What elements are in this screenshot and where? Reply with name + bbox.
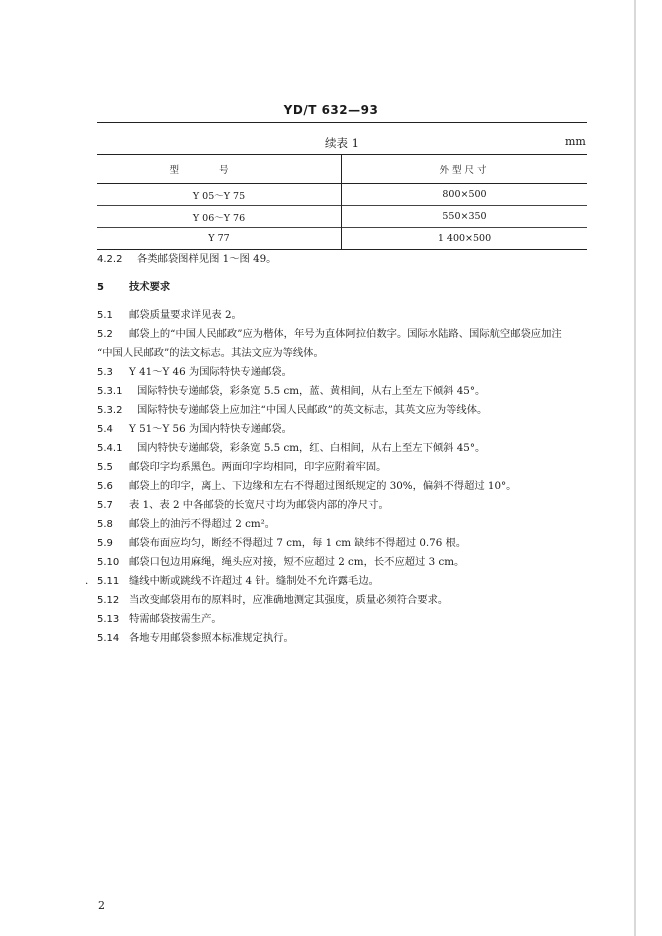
clause-5-12: 5.12 当改变邮袋用布的原料时，应准确地测定其强度，质量必须符合要求。 xyxy=(97,594,449,606)
cell-size: 800×500 xyxy=(442,189,487,200)
clause-5-3-1: 5.3.1 国际特快专递邮袋，彩条宽 5.5 cm，蓝、黄相间，从右上至左下倾斜 45°。 xyxy=(97,385,486,397)
page-header: YD/T 632—93 xyxy=(283,103,379,117)
cell-model: Y 06～Y 76 xyxy=(97,206,342,228)
cell-size: 550×350 xyxy=(342,206,588,228)
clause-5-7: 5.7 表 1、表 2 中各邮袋的长宽尺寸均为邮袋内部的净尺寸。 xyxy=(97,499,389,511)
header-rule xyxy=(97,122,587,123)
scan-speck: . xyxy=(85,575,89,587)
clause-5-6: 5.6 邮袋上的印字，离上、下边缘和左右不得超过图纸规定的 30%，偏斜不得超过 10°。 xyxy=(97,480,517,492)
clause-5-1: 5.1 邮袋质量要求详见表 2。 xyxy=(97,309,242,321)
cell-model: Y 77 xyxy=(97,228,342,250)
clause-5-5: 5.5 邮袋印字均系黑色。两面印字均相同，印字应附着牢固。 xyxy=(97,461,387,473)
table-row xyxy=(97,206,587,228)
clause-5-14: 5.14 各地专用邮袋参照本标准规定执行。 xyxy=(97,632,294,644)
table-title: 续表 1 xyxy=(325,136,359,150)
clause-5-10: 5.10 邮袋口包边用麻绳，绳头应对接，短不应超过 2 cm，长不应超过 3 cm。 xyxy=(97,556,465,568)
clause-4-2-2: 4.2.2 各类邮袋图样见图 1～图 49。 xyxy=(97,253,277,265)
clause-5-2-continued: “中国人民邮政”的法文标志。其法文应为等线体。 xyxy=(97,347,324,359)
clause-5-8: 5.8 邮袋上的油污不得超过 2 cm²。 xyxy=(97,518,276,530)
clause-5-13: 5.13 特需邮袋按需生产。 xyxy=(97,613,222,625)
section-heading: 5 技术要求 xyxy=(97,281,171,293)
table-row xyxy=(97,228,587,250)
clause-5-11: . 5.11 缝线中断或跳线不许超过 4 针。缝制处不允许露毛边。 xyxy=(97,572,597,591)
clause-5-3: 5.3 Y 41～Y 46 为国际特快专递邮袋。 xyxy=(97,366,292,378)
cell-size: 1 400×500 xyxy=(342,228,588,250)
table-unit: mm xyxy=(565,135,586,148)
scan-edge xyxy=(634,0,636,936)
document-body xyxy=(85,250,597,648)
table-header-row xyxy=(97,155,587,184)
column-header-model: 型号 xyxy=(97,155,342,184)
clause-5-9: 5.9 邮袋布面应均匀，断经不得超过 7 cm，每 1 cm 缺纬不得超过 0.76 根。 xyxy=(97,537,467,549)
dimension-table xyxy=(97,154,587,250)
clause-5-3-2: 5.3.2 国际特快专递邮袋上应加注“中国人民邮政”的英文标志，其英文应为等线体。 xyxy=(97,404,488,416)
column-header-size: 外型尺寸 xyxy=(342,155,588,184)
table-row xyxy=(97,184,587,206)
cell-model: Y 05～Y 75 xyxy=(97,184,342,206)
clause-5-4: 5.4 Y 51～Y 56 为国内特快专递邮袋。 xyxy=(97,423,292,435)
clause-5-2: 5.2 邮袋上的“中国人民邮政”应为楷体，年号为直体阿拉伯数字。国际水陆路、国际航空邮袋应加注 xyxy=(97,328,562,340)
clause-5-4-1: 5.4.1 国内特快专递邮袋，彩条宽 5.5 cm，红、白相间，从右上至左下倾斜 45°。 xyxy=(97,442,486,454)
page-number: 2 xyxy=(98,899,105,912)
